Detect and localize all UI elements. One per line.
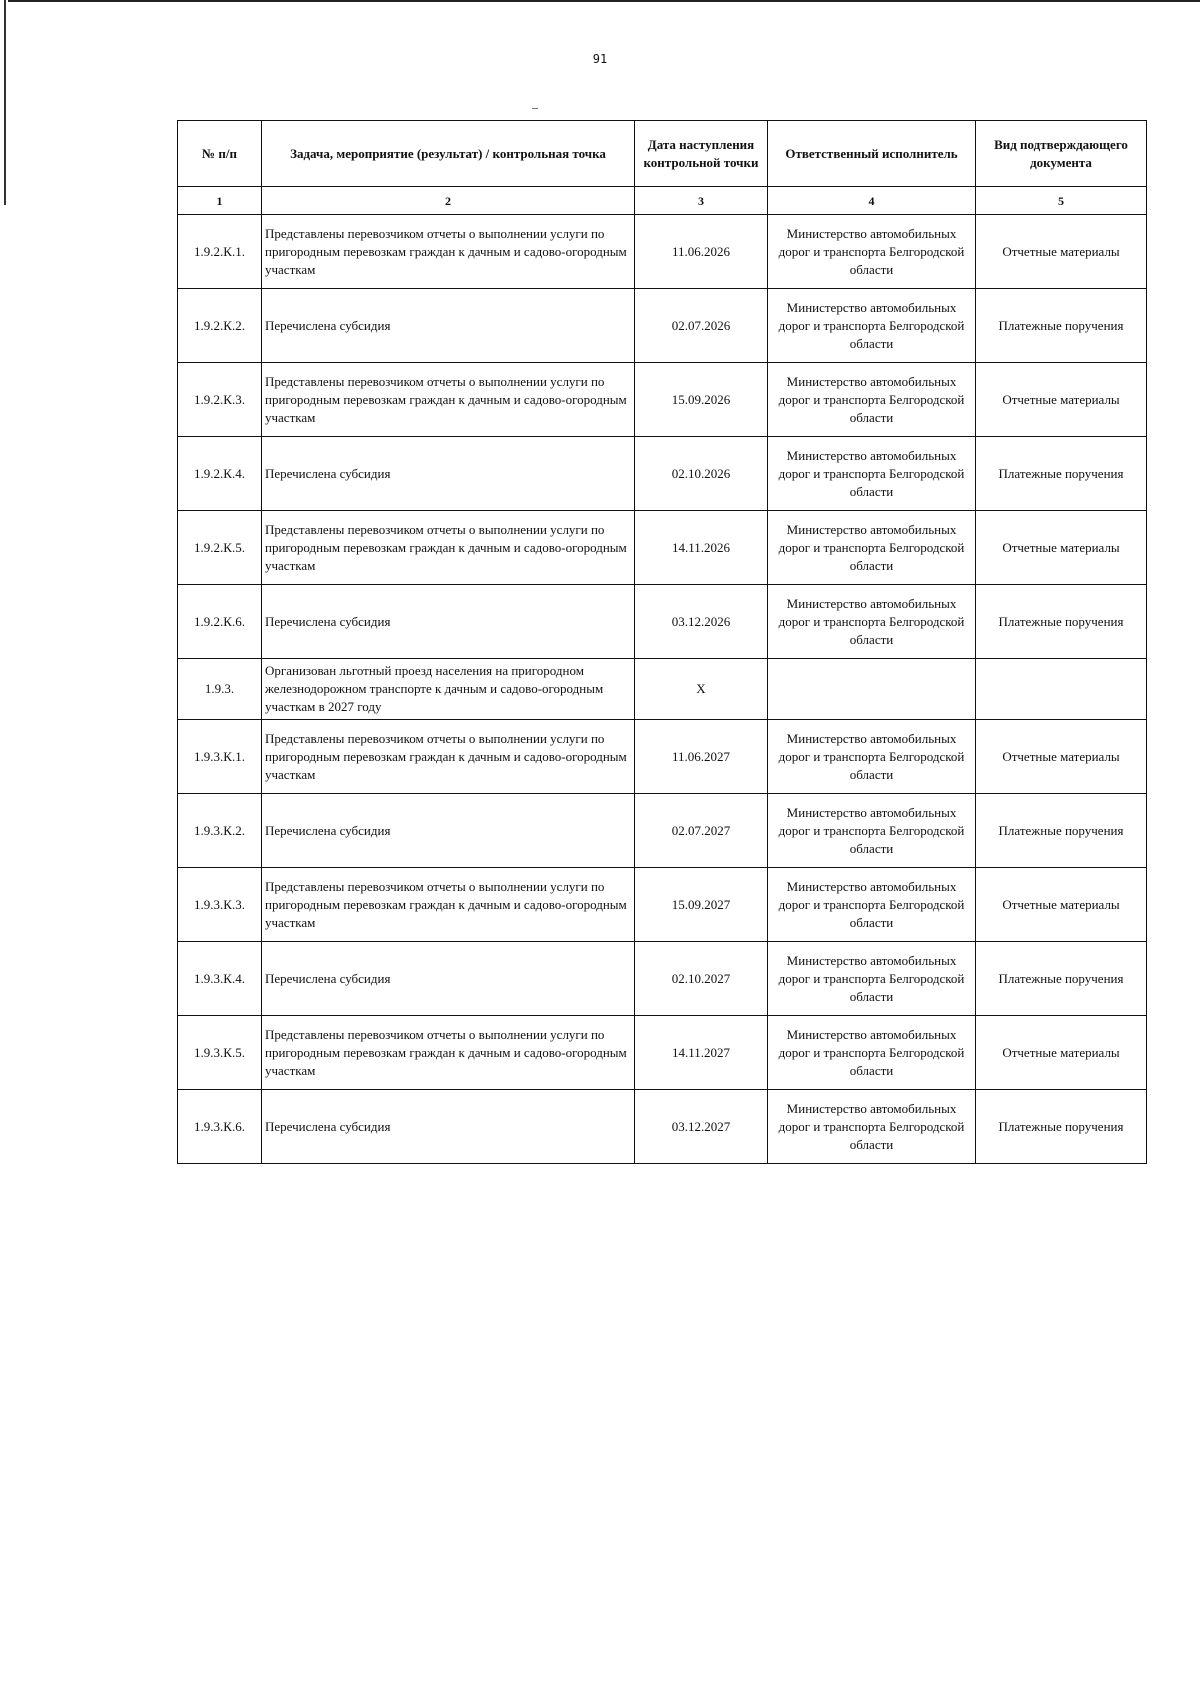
row-date: X (635, 659, 768, 720)
table-row (178, 363, 1147, 437)
row-executor: Министерство автомобильных дорог и транспорта Белгородской области (768, 437, 976, 511)
column-number: 4 (768, 187, 976, 215)
row-number: 1.9.3.К.2. (178, 794, 262, 868)
row-executor: Министерство автомобильных дорог и транспорта Белгородской области (768, 511, 976, 585)
row-executor: Министерство автомобильных дорог и транспорта Белгородской области (768, 1090, 976, 1164)
row-number: 1.9.2.К.2. (178, 289, 262, 363)
row-date: 03.12.2027 (635, 1090, 768, 1164)
row-number: 1.9.3. (178, 659, 262, 720)
row-executor: Министерство автомобильных дорог и транспорта Белгородской области (768, 794, 976, 868)
page-number: 91 (592, 52, 608, 66)
row-document: Отчетные материалы (976, 215, 1147, 289)
column-number: 1 (178, 187, 262, 215)
row-executor: Министерство автомобильных дорог и транспорта Белгородской области (768, 585, 976, 659)
row-task: Перечислена субсидия (262, 942, 635, 1016)
row-number: 1.9.2.К.3. (178, 363, 262, 437)
row-date: 02.07.2026 (635, 289, 768, 363)
row-document: Платежные поручения (976, 942, 1147, 1016)
table-row (178, 942, 1147, 1016)
row-task: Перечислена субсидия (262, 1090, 635, 1164)
row-date: 14.11.2027 (635, 1016, 768, 1090)
table-row (178, 1016, 1147, 1090)
row-number: 1.9.2.К.5. (178, 511, 262, 585)
row-task: Представлены перевозчиком отчеты о выполнении услуги по пригородным перевозкам граждан к дачным и садово-огородным участкам (262, 215, 635, 289)
row-date: 15.09.2027 (635, 868, 768, 942)
row-number: 1.9.2.К.1. (178, 215, 262, 289)
row-task: Представлены перевозчиком отчеты о выполнении услуги по пригородным перевозкам граждан к дачным и садово-огородным участкам (262, 868, 635, 942)
table-row (178, 659, 1147, 720)
row-document: Платежные поручения (976, 437, 1147, 511)
table-row (178, 794, 1147, 868)
column-numbers-row (178, 187, 1147, 215)
row-executor: Министерство автомобильных дорог и транспорта Белгородской области (768, 1016, 976, 1090)
row-task: Представлены перевозчиком отчеты о выполнении услуги по пригородным перевозкам граждан к дачным и садово-огородным участкам (262, 511, 635, 585)
table-row (178, 868, 1147, 942)
row-document (976, 659, 1147, 720)
row-date: 02.10.2026 (635, 437, 768, 511)
row-date: 15.09.2026 (635, 363, 768, 437)
row-document: Отчетные материалы (976, 1016, 1147, 1090)
column-number: 3 (635, 187, 768, 215)
row-executor: Министерство автомобильных дорог и транспорта Белгородской области (768, 363, 976, 437)
table-row (178, 437, 1147, 511)
row-number: 1.9.3.К.4. (178, 942, 262, 1016)
row-document: Платежные поручения (976, 1090, 1147, 1164)
header-date: Дата наступления контрольной точки (635, 121, 768, 187)
control-points-table (177, 120, 1147, 1164)
header-number: № п/п (178, 121, 262, 187)
row-document: Отчетные материалы (976, 511, 1147, 585)
row-executor: Министерство автомобильных дорог и транспорта Белгородской области (768, 868, 976, 942)
table-header-row (178, 121, 1147, 187)
row-document: Платежные поручения (976, 585, 1147, 659)
row-document: Отчетные материалы (976, 720, 1147, 794)
row-task: Перечислена субсидия (262, 289, 635, 363)
row-date: 11.06.2026 (635, 215, 768, 289)
row-date: 02.10.2027 (635, 942, 768, 1016)
row-number: 1.9.3.К.6. (178, 1090, 262, 1164)
row-executor: Министерство автомобильных дорог и транспорта Белгородской области (768, 720, 976, 794)
row-number: 1.9.3.К.5. (178, 1016, 262, 1090)
table-row (178, 720, 1147, 794)
row-date: 03.12.2026 (635, 585, 768, 659)
row-number: 1.9.2.К.4. (178, 437, 262, 511)
table-row (178, 511, 1147, 585)
row-task: Перечислена субсидия (262, 585, 635, 659)
row-task: Организован льготный проезд населения на пригородном железнодорожном транспорте к дачным и садово-огородным участкам в 2027 году (262, 659, 635, 720)
row-executor (768, 659, 976, 720)
row-executor: Министерство автомобильных дорог и транспорта Белгородской области (768, 289, 976, 363)
row-number: 1.9.2.К.6. (178, 585, 262, 659)
row-date: 14.11.2026 (635, 511, 768, 585)
row-document: Платежные поручения (976, 794, 1147, 868)
column-number: 2 (262, 187, 635, 215)
row-number: 1.9.3.К.3. (178, 868, 262, 942)
row-number: 1.9.3.К.1. (178, 720, 262, 794)
table-row (178, 585, 1147, 659)
row-document: Отчетные материалы (976, 363, 1147, 437)
row-task: Представлены перевозчиком отчеты о выполнении услуги по пригородным перевозкам граждан к дачным и садово-огородным участкам (262, 720, 635, 794)
table-row (178, 1090, 1147, 1164)
row-document: Отчетные материалы (976, 868, 1147, 942)
row-task: Перечислена субсидия (262, 437, 635, 511)
header-task: Задача, мероприятие (результат) / контрольная точка (262, 121, 635, 187)
scan-edge-left (4, 0, 6, 205)
row-task: Представлены перевозчиком отчеты о выполнении услуги по пригородным перевозкам граждан к дачным и садово-огородным участкам (262, 1016, 635, 1090)
scan-mark (532, 108, 538, 109)
row-document: Платежные поручения (976, 289, 1147, 363)
header-document: Вид подтверждающего документа (976, 121, 1147, 187)
row-task: Представлены перевозчиком отчеты о выполнении услуги по пригородным перевозкам граждан к дачным и садово-огородным участкам (262, 363, 635, 437)
scan-edge-top (8, 0, 1200, 2)
table-row (178, 289, 1147, 363)
row-executor: Министерство автомобильных дорог и транспорта Белгородской области (768, 215, 976, 289)
row-executor: Министерство автомобильных дорог и транспорта Белгородской области (768, 942, 976, 1016)
row-date: 02.07.2027 (635, 794, 768, 868)
column-number: 5 (976, 187, 1147, 215)
row-date: 11.06.2027 (635, 720, 768, 794)
header-executor: Ответственный исполнитель (768, 121, 976, 187)
table-row (178, 215, 1147, 289)
row-task: Перечислена субсидия (262, 794, 635, 868)
